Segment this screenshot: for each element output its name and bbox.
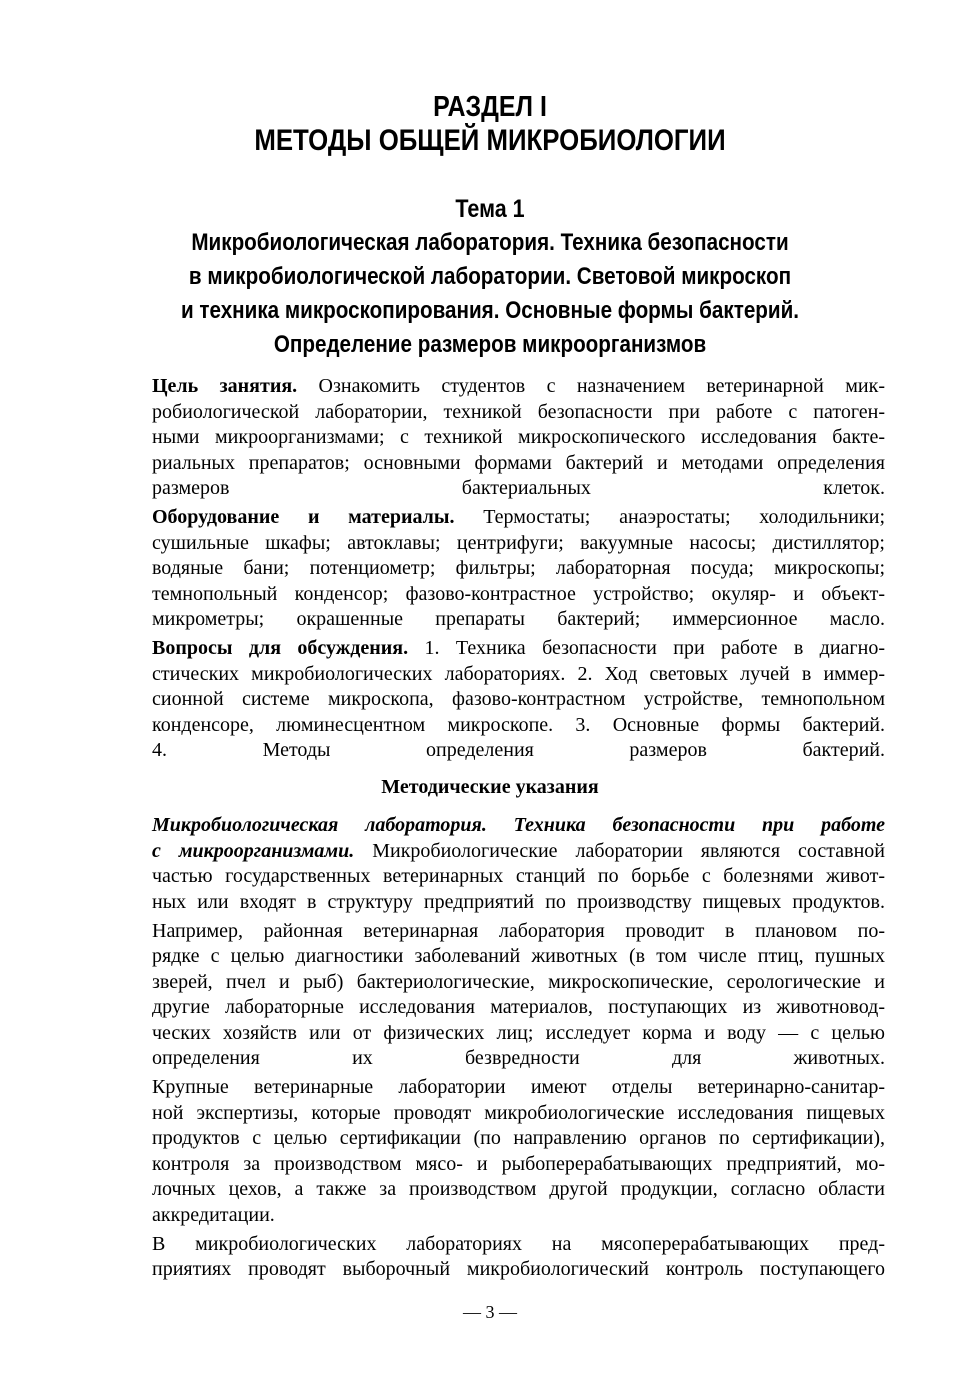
guidelines-p3-line-2: ной экспертизы, которые проводят микробиологические исследования пищевых [152,1101,885,1124]
guidelines-p2-line-2: рядке с целью диагностики заболеваний животных (в том числе птиц, пушных [152,945,885,967]
equipment-line-3: водяные бани; потенциометр; фильтры; лабораторная посуда; микроскопы; [152,557,885,579]
guidelines-p1-line-3: ных или входят в структуру предприятий по производству пищевых продуктов. [152,890,885,913]
topic-title-line-2: в микробиологической лаборатории. Световой микроскоп [188,263,792,290]
topic-heading [150,192,829,362]
topic-title-line-3: и техника микроскопирования. Основные формы бактерий. [180,297,800,324]
questions-paragraph [95,636,885,764]
goal-line-5: размеров бактериальных клеток. [152,477,885,499]
guidelines-p2-line-5: ческих хозяйств или от физических лиц; исследует корма и воду — с целью [152,1021,885,1044]
guidelines-paragraph-2 [95,919,885,1072]
equipment-line-2: сушильные шкафы; автоклавы; центрифуги; вакуумные насосы; дистиллятор; [152,531,885,554]
section-heading [150,90,829,158]
guidelines-p3-line-4: контроля за производством мясо- и рыбоперерабатывающих предприятий, мо- [152,1152,885,1175]
goal-line-2: робиологической лаборатории, техникой безопасности при работе с патоген- [152,400,885,423]
section-heading-line-1: РАЗДЕЛ I [433,91,547,123]
page-number: — 3 — [463,1302,517,1322]
topic-title-line-4: Определение размеров микроорганизмов [273,331,707,358]
guidelines-p2-line-1: Например, районная ветеринарная лаборатория проводит в плановом по- [152,919,885,942]
guidelines-lead-line-2: с микроорганизмами. [152,839,355,862]
goal-line-4: риальных препаратов; основными формами бактерий и методами определения [152,451,885,474]
questions-line-3: сионной системе микроскопа, фазово-контрастном устройстве, темнопольном [152,688,885,710]
guidelines-p3-line-1: Крупные ветеринарные лаборатории имеют отделы ветеринарно-санитар- [152,1076,885,1098]
guidelines-p1-line-1: Микробиологические лаборатории являются составной [354,839,885,862]
guidelines-paragraph-3 [95,1075,885,1228]
questions-line-1: 1. Техника безопасности при работе в диагно- [408,637,886,659]
equipment-label: Оборудование и материалы. [152,506,455,528]
guidelines-p4-line-2: приятиях проводят выборочный микробиологический контроль поступающего [152,1258,885,1280]
goal-paragraph [95,374,885,502]
guidelines-p3-line-5: лочных цехов, а также за производством другой продукции, согласно области [152,1178,885,1200]
guidelines-heading: Методические указания [381,775,599,798]
guidelines-lead-line-1: Микробиологическая лаборатория. Техника безопасности при работе [152,814,885,836]
goal-label: Цель занятия. [152,375,298,397]
equipment-line-4: темнопольный конденсор; фазово-контрастное устройство; окуляр- и объект- [152,582,885,605]
equipment-line-5: микрометры; окрашенные препараты бактерий; иммерсионное масло. [152,608,885,630]
guidelines-paragraph-4 [95,1232,885,1283]
guidelines-p2-line-4: другие лабораторные исследования материалов, поступающих из животновод- [152,996,885,1018]
equipment-paragraph [95,505,885,633]
section-heading-line-2: МЕТОДЫ ОБЩЕЙ МИКРОБИОЛОГИИ [254,124,726,157]
guidelines-paragraph-1 [95,813,885,915]
guidelines-p1-line-2: частью государственных ветеринарных станций по борьбе с болезнями живот- [152,865,885,887]
questions-line-2: стических микробиологических лабораториях. 2. Ход световых лучей в иммер- [152,662,885,685]
goal-line-1: Ознакомить студентов с назначением ветеринарной мик- [297,375,885,397]
goal-line-3: ными микроорганизмами; с техникой микроскопического исследования бакте- [152,426,885,448]
questions-label: Вопросы для обсуждения. [152,637,409,659]
questions-line-4: конденсоре, люминесцентном микроскопе. 3. Основные формы бактерий. [152,713,885,736]
guidelines-p2-line-6: определения их безвредности для животных. [152,1047,885,1069]
topic-title-line-1: Микробиологическая лаборатория. Техника безопасности [191,229,789,256]
questions-line-5: 4. Методы определения размеров бактерий. [152,739,885,761]
guidelines-p4-line-1: В микробиологических лабораториях на мясоперерабатывающих пред- [152,1232,885,1255]
equipment-line-1: Термостаты; анаэростаты; холодильники; [454,506,886,528]
guidelines-p3-line-6: аккредитации. [152,1203,275,1226]
guidelines-p3-line-3: продуктов с целью сертификации (по направлению органов по сертификации), [152,1127,885,1149]
guidelines-p2-line-3: зверей, пчел и рыб) бактериологические, микроскопические, серологические и [152,970,885,993]
document-body [95,374,885,1286]
topic-number: Тема 1 [455,195,525,223]
